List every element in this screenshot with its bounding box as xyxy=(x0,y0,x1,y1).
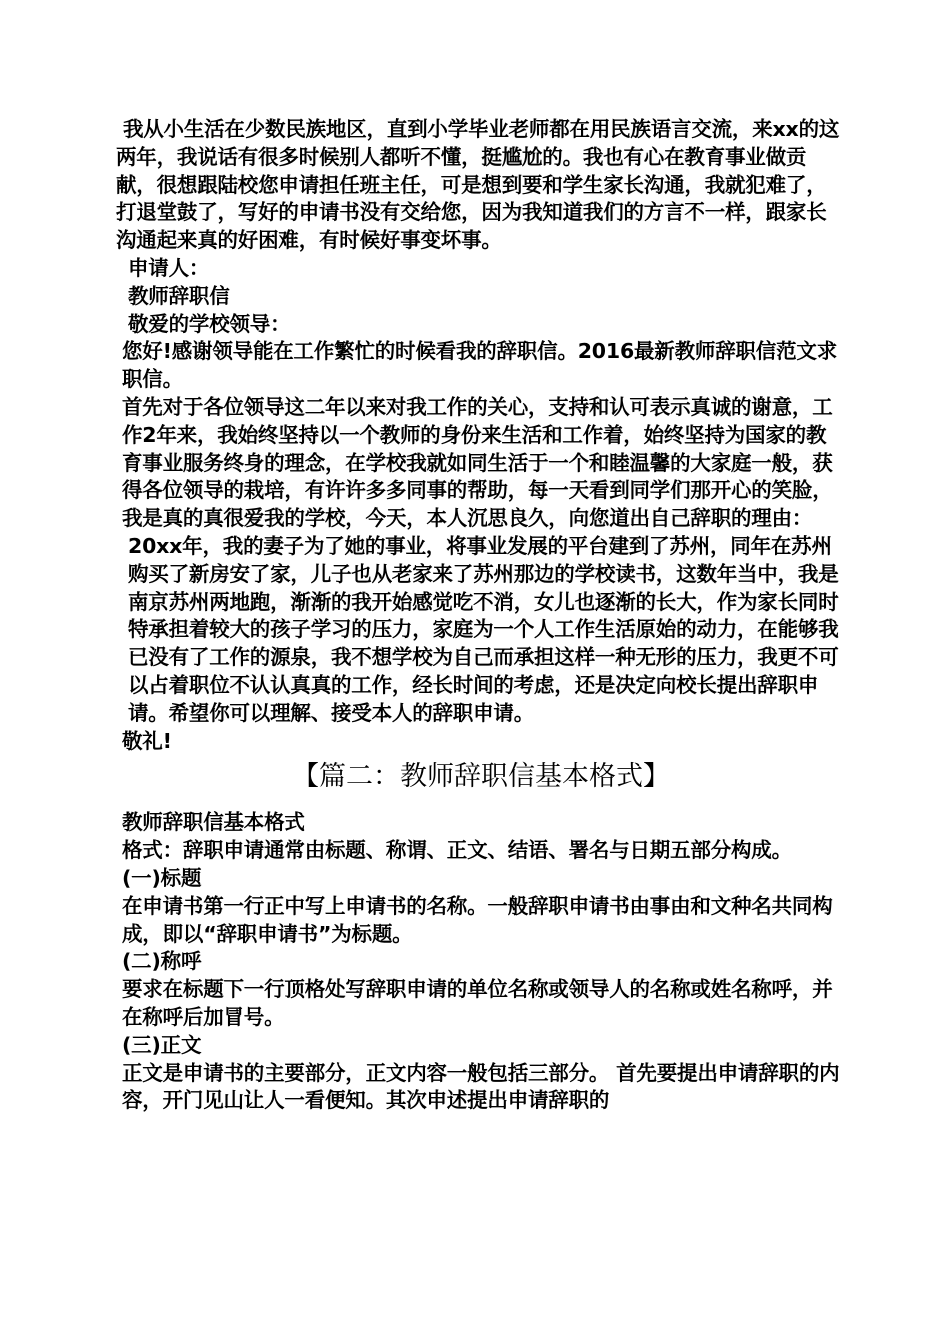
paragraph-thanks: 首先对于各位领导这二年以来对我工作的关心，支持和认可表示真诚的谢意，工作2年来，我始终坚持以一个教师的身份来生活和工作着，始终坚持为国家的教育事业服务终身的理念，在学校我就如同生活于一个和睦温馨的大家庭一般，获得各位领导的栽培，有许许多多同事的帮助，每一天看到同学们那开心的笑脸，我是真的真很爱我的学校，今天，本人沉思良久，向您道出自己辞职的理由： xyxy=(122,394,833,531)
paragraph-heading-1: (一)标题 xyxy=(122,865,202,890)
paragraph-dialect-intro: 我从小生活在少数民族地区，直到小学毕业老师都在用民族语言交流，来xx的这两年，我说话有很多时候别人都听不懂，挺尴尬的。我也有心在教育事业做贡献，很想跟陆校您申请担任班主任，可是想到要和学生家长沟通，我就犯难了，打退堂鼓了，写好的申请书没有交给您，因为我知道我们的方言不一样，跟家长沟通起来真的好困难，有时候好事变坏事。 xyxy=(116,117,840,253)
paragraph-applicant: 申请人： xyxy=(128,255,210,280)
paragraph-salutation-desc: 要求在标题下一行顶格处写辞职申请的单位名称或领导人的名称或姓名称呼，并在称呼后加冒号。 xyxy=(122,977,833,1029)
paragraph-heading-3: (三)正文 xyxy=(122,1032,202,1057)
letter-body-top xyxy=(116,116,846,755)
format-guide xyxy=(116,809,846,1115)
paragraph-heading-2: (二)称呼 xyxy=(122,949,202,974)
paragraph-salutation: 敬爱的学校领导： xyxy=(128,311,291,336)
paragraph-letter-heading: 教师辞职信 xyxy=(128,283,230,308)
paragraph-format-heading: 教师辞职信基本格式 xyxy=(122,810,305,835)
paragraph-format-overview: 格式：辞职申请通常由标题、称谓、正文、结语、署名与日期五部分构成。 xyxy=(122,838,792,863)
section-title: 【篇二：教师辞职信基本格式】 xyxy=(292,761,670,793)
paragraph-closing: 敬礼! xyxy=(122,728,172,753)
paragraph-greeting: 您好!感谢领导能在工作繁忙的时候看我的辞职信。2016最新教师辞职信范文求职信。 xyxy=(122,339,838,392)
document-page xyxy=(116,116,846,1115)
paragraph-body-desc: 正文是申请书的主要部分，正文内容一般包括三部分。 首先要提出申请辞职的内容，开门见山让人一看便知。其次申述提出申请辞职的 xyxy=(122,1060,840,1113)
paragraph-title-desc: 在申请书第一行正中写上申请书的名称。一般辞职申请书由事由和文种名共同构成，即以“辞职申请书”为标题。 xyxy=(122,893,833,946)
paragraph-reason: 20xx年，我的妻子为了她的事业，将事业发展的平台建到了苏州，同年在苏州购买了新房安了家，儿子也从老家来了苏州那边的学校读书，这数年当中，我是南京苏州两地跑，渐渐的我开始感觉吃不消，女儿也逐渐的长大，作为家长同时特承担着较大的孩子学习的压力，家庭为一个人工作生活原始的动力，在能够我已没有了工作的源泉，我不想学校为自己而承担这样一种无形的压力，我更不可以占着职位不认认真真的工作，经长时间的考虑，还是决定向校长提出辞职申请。希望你可以理解、接受本人的辞职申请。 xyxy=(128,533,839,725)
